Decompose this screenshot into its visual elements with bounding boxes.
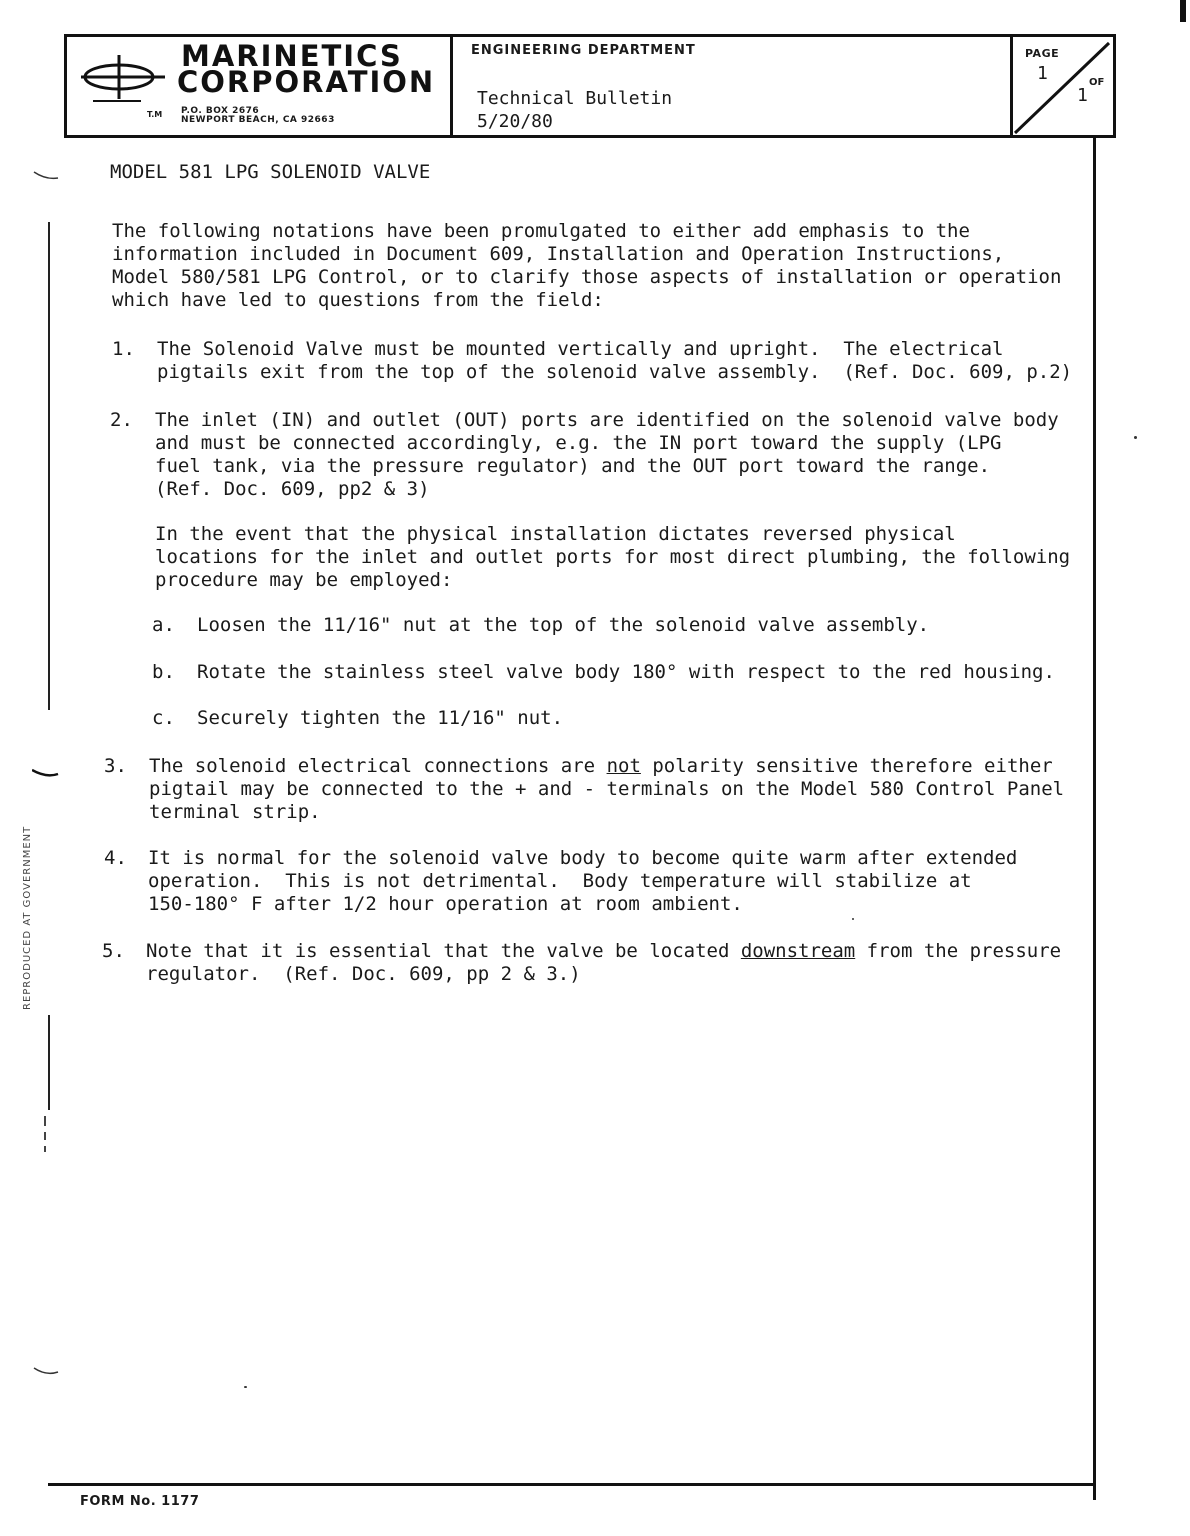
procedure-intro [155, 523, 1070, 592]
intro-line: which have led to questions from the field: [112, 289, 604, 311]
item-number: 1. [112, 338, 135, 360]
form-number: FORM No. 1177 [80, 1494, 200, 1509]
margin-dash [44, 1116, 46, 1126]
document-header [64, 34, 1116, 138]
emphasis-not: not [606, 755, 641, 777]
intro-line: information included in Document 609, Installation and Operation Instructions, [112, 243, 1005, 265]
document-date: 5/20/80 [477, 111, 553, 132]
margin-dash [44, 1146, 46, 1152]
list-item-3 [149, 755, 1064, 824]
scan-speck [1134, 436, 1137, 439]
margin-rule-lower [48, 1015, 50, 1110]
binding-mark-icon [32, 160, 62, 190]
right-frame-rule [1093, 138, 1096, 1500]
department-block [453, 37, 1013, 135]
scan-speck [244, 1386, 247, 1388]
bottom-frame-rule [48, 1483, 1094, 1486]
company-logo-icon [79, 47, 169, 107]
item-line: fuel tank, via the pressure regulator) and the OUT port toward the range. [155, 455, 991, 477]
item-line: The Solenoid Valve must be mounted vertically and upright. The electrical [157, 338, 1004, 360]
company-name-line1: MARINETICS [181, 39, 403, 73]
binding-mark-icon [32, 768, 62, 798]
intro-line: Model 580/581 LPG Control, or to clarify those aspects of installation or operation [112, 266, 1062, 288]
item-number: 4. [104, 847, 127, 869]
item-line: procedure may be employed: [155, 569, 453, 591]
item-line: terminal strip. [149, 801, 321, 823]
scan-speck [852, 918, 854, 920]
item-line: operation. This is not detrimental. Body temperature will stabilize at [148, 870, 972, 892]
item-line: (Ref. Doc. 609, pp2 & 3) [155, 478, 430, 500]
subitem-c: Securely tighten the 11/16" nut. [197, 707, 564, 729]
item-line: The inlet (IN) and outlet (OUT) ports are identified on the solenoid valve body [155, 409, 1059, 431]
address-line2: NEWPORT BEACH, CA 92663 [181, 115, 335, 125]
item-text: polarity sensitive therefore either [640, 755, 1053, 777]
bulletin-subject: MODEL 581 LPG SOLENOID VALVE [110, 161, 431, 183]
item-text: Note that it is essential that the valve be located [146, 940, 741, 962]
item-line [146, 940, 1061, 963]
trademark-mark: T.M [147, 110, 163, 119]
page-of-label: OF [1089, 77, 1105, 88]
bulletin-info [477, 87, 672, 133]
subitem-a: Loosen the 11/16" nut at the top of the solenoid valve assembly. [197, 614, 930, 636]
list-item-2 [155, 409, 1059, 501]
item-line [149, 755, 1064, 778]
intro-line: The following notations have been promulgated to either add emphasis to the [112, 220, 970, 242]
item-line: In the event that the physical installation dictates reversed physical [155, 523, 956, 545]
item-text: The solenoid electrical connections are [149, 755, 607, 777]
intro-paragraph [112, 220, 1061, 312]
item-line: locations for the inlet and outlet ports for most direct plumbing, the following [155, 546, 1071, 568]
item-line: regulator. (Ref. Doc. 609, pp 2 & 3.) [146, 963, 581, 985]
margin-rule-upper [48, 222, 50, 710]
item-line: pigtail may be connected to the + and - terminals on the Model 580 Control Panel [149, 778, 1065, 800]
margin-dash [44, 1132, 46, 1140]
item-number: 3. [104, 755, 127, 777]
item-line: and must be connected accordingly, e.g. the IN port toward the supply (LPG [155, 432, 1002, 454]
item-number: 2. [110, 409, 133, 431]
subitem-b: Rotate the stainless steel valve body 180° with respect to the red housing. [197, 661, 1055, 683]
binding-mark-icon [32, 1360, 62, 1390]
item-number: 5. [102, 940, 125, 962]
page-number: 1 [1037, 63, 1048, 84]
department-title: ENGINEERING DEPARTMENT [471, 43, 696, 58]
margin-reproduction-stamp: REPRODUCED AT GOVERNMENT [22, 825, 33, 1010]
emphasis-downstream: downstream [740, 940, 856, 962]
document-type: Technical Bulletin [477, 88, 673, 109]
subitem-letter: b. [152, 661, 175, 683]
page-block [1013, 37, 1113, 135]
list-item-4 [148, 847, 1017, 916]
subitem-letter: c. [152, 707, 175, 729]
page-total: 1 [1077, 85, 1088, 106]
page-label: PAGE [1025, 47, 1060, 60]
address-line1: P.O. BOX 2676 [181, 106, 260, 116]
item-line: 150-180° F after 1/2 hour operation at room ambient. [148, 893, 743, 915]
item-text: from the pressure [855, 940, 1062, 962]
subitem-letter: a. [152, 614, 175, 636]
item-line: pigtails exit from the top of the solenoid valve assembly. (Ref. Doc. 609, p.2) [157, 361, 1073, 383]
scan-edge-mark [1180, 0, 1186, 22]
list-item-5 [146, 940, 1061, 986]
company-block [67, 37, 453, 135]
list-item-1 [157, 338, 1072, 384]
company-name-line2: CORPORATION [177, 65, 436, 99]
item-line: It is normal for the solenoid valve body to become quite warm after extended [148, 847, 1018, 869]
